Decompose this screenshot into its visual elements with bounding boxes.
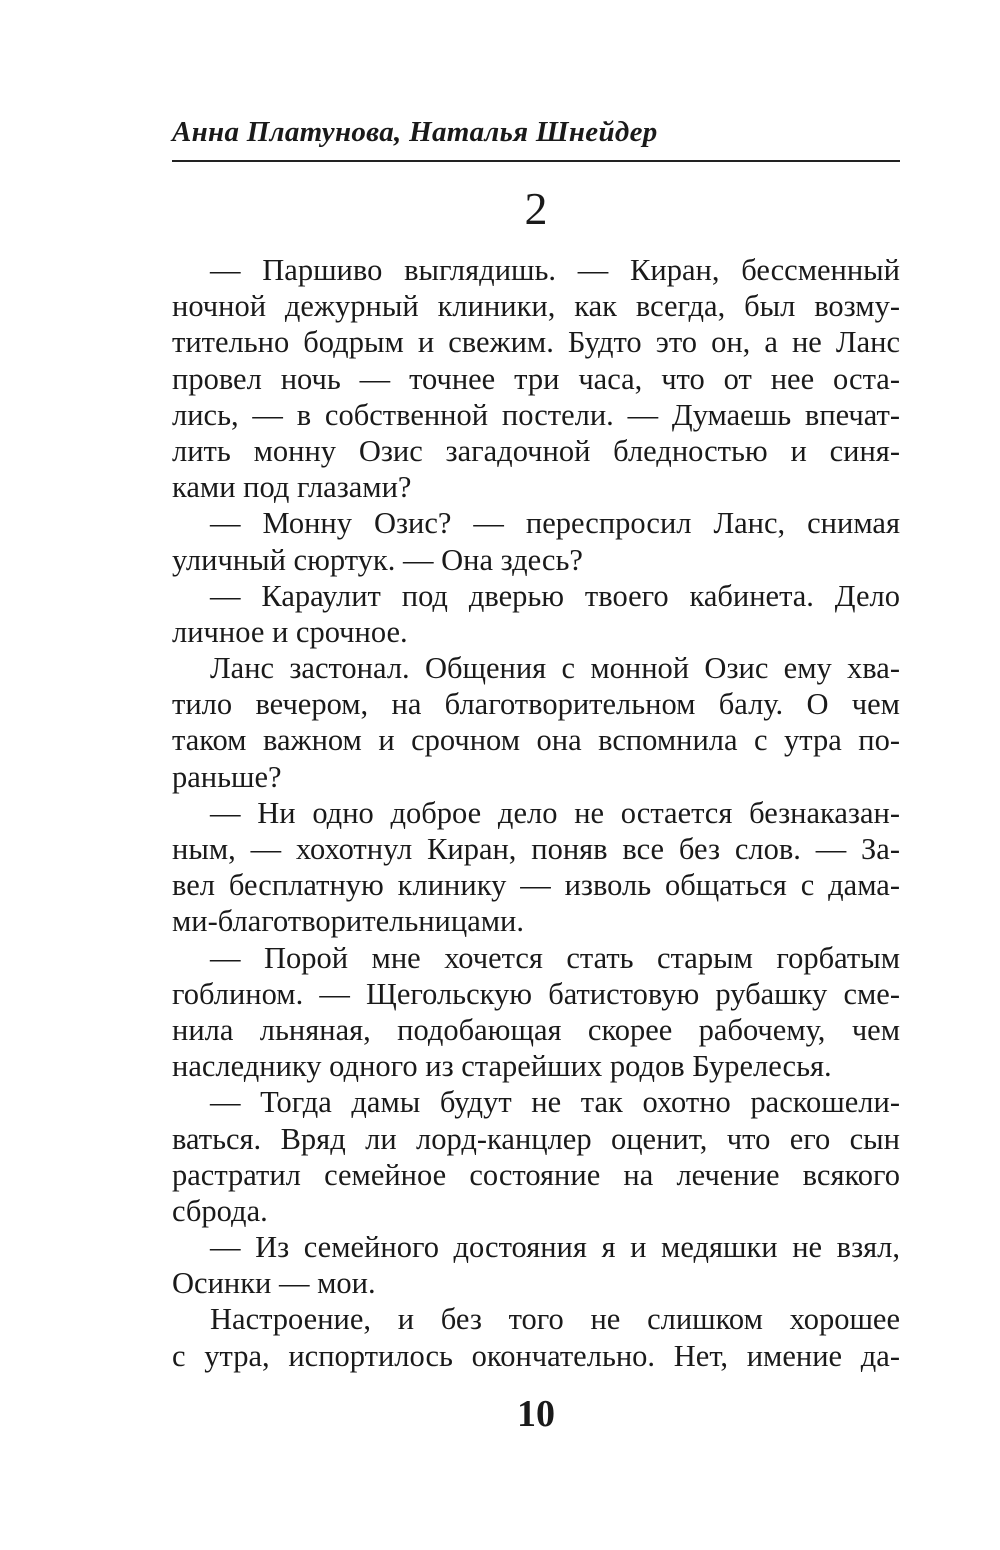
text-line: нила льняная, подобающая скорее рабочему, чем xyxy=(172,1012,900,1047)
text-line: вел бесплатную клинику — изволь общаться с дама- xyxy=(172,868,900,903)
text-line: личное и срочное. xyxy=(172,614,408,649)
text-line: тило вечером, на благотворительном балу. О чем xyxy=(172,687,900,722)
text-line: ночной дежурный клиники, как всегда, был возму- xyxy=(172,289,900,324)
text-line: Настроение, и без того не слишком хорошее xyxy=(210,1302,900,1337)
text-line: ками под глазами? xyxy=(172,470,412,505)
text-line: таком важном и срочном она вспомнила с утра по- xyxy=(172,723,900,758)
text-line: уличный сюртук. — Она здесь? xyxy=(172,542,583,577)
text-line: ми-благотворительницами. xyxy=(172,904,524,939)
text-line: лись, — в собственной постели. — Думаешь впечат- xyxy=(172,397,900,432)
text-line: — Караулит под дверью твоего кабинета. Дело xyxy=(210,578,900,613)
text-line: с утра, испортилось окончательно. Нет, имение да- xyxy=(172,1338,900,1373)
text-line: сброда. xyxy=(172,1193,268,1228)
text-line: наследнику одного из старейших родов Бурелесья. xyxy=(172,1049,832,1084)
text-line: — Монну Озис? — переспросил Ланс, снимая xyxy=(210,506,900,541)
text-line: раньше? xyxy=(172,759,282,794)
text-line: лить монну Озис загадочной бледностью и синя- xyxy=(172,433,900,468)
running-header xyxy=(172,116,900,162)
text-line: Осинки — мои. xyxy=(172,1266,376,1301)
text-line: — Ни одно доброе дело не остается безнаказан- xyxy=(210,795,900,830)
text-line: — Из семейного достояния я и медяшки не взял, xyxy=(210,1230,900,1265)
text-line: — Порой мне хочется стать старым горбатым xyxy=(210,940,900,975)
text-line: ным, — хохотнул Киран, поняв все без слов. — За- xyxy=(172,832,900,866)
text-line: гоблином. — Щегольскую батистовую рубашку сме- xyxy=(172,976,900,1011)
page-number: 10 xyxy=(517,1393,555,1435)
text-line: растратил семейное состояние на лечение всякого xyxy=(172,1157,900,1192)
body-text xyxy=(172,252,900,1374)
text-line: ваться. Вряд ли лорд-канцлер оценит, что его сын xyxy=(172,1121,900,1156)
text-line: Ланс застонал. Общения с монной Озис ему хва- xyxy=(210,651,900,686)
text-line: провел ночь — точнее три часа, что от нее оста- xyxy=(172,361,900,396)
chapter-number: 2 xyxy=(524,183,548,234)
text-line: тительно бодрым и свежим. Будто это он, а не Ланс xyxy=(172,325,900,360)
text-line: — Паршиво выглядишь. — Киран, бессменный xyxy=(210,253,900,287)
text-line: — Тогда дамы будут не так охотно раскошели- xyxy=(210,1085,900,1120)
header-author: Анна Платунова, Наталья Шнейдер xyxy=(172,116,658,148)
